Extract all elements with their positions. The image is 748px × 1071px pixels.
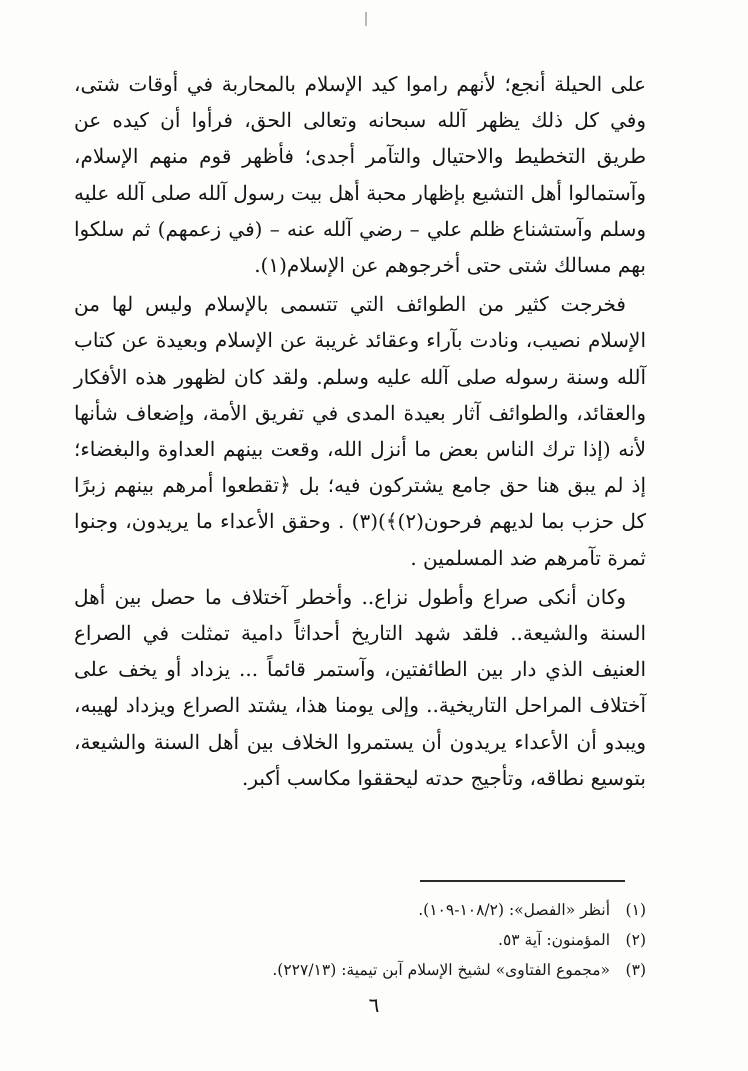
footnote-text: «مجموع الفتاوى» لشيخ الإسلام آبن تيمية: (٢٢٧/١٣). [272, 961, 610, 979]
main-text [74, 66, 646, 796]
paragraph-3: وكان أنكى صراع وأطول نزاع.. وأخطر آختلاف ما حصل بين أهل السنة والشيعة.. فلقد شهد التاريخ أحداثاً دامية تمثلت في الصراع العنيف الذي دار بين الطائفتين، وآستمر قائماً ... يزداد أو يخف على آختلاف المراحل التاريخية.. وإلى يومنا هذا، يشتد الصراع ويزداد لهيبه، ويبدو أن الأعداء يريدون أن يستمروا الخلاف بين أهل السنة والشيعة، بتوسيع نطاقه، وتأجيج حدته ليحققوا مكاسب أكبر. [74, 584, 646, 790]
scan-mark [365, 12, 367, 26]
footnote-separator [420, 880, 625, 882]
footnote-3 [74, 955, 646, 985]
footnote-2 [74, 925, 646, 955]
footnote-text: أنظر «الفصل»: (١٠٨/٢-١٠٩). [418, 901, 610, 919]
footnote-number: (١) [625, 901, 646, 919]
footnote-number: (٢) [625, 931, 646, 949]
footnote-number: (٣) [625, 961, 646, 979]
paragraph-2: فخرجت كثير من الطوائف التي تتسمى بالإسلام وليس لها من الإسلام نصيب، ونادت بآراء وعقائد غريبة عن الإسلام وبعيدة عن كتاب آلله وسنة رسوله صلى آلله عليه وسلم. ولقد كان لظهور هذه الأفكار والعقائد، والطوائف آثار بعيدة المدى في تفريق الأمة، وإضعاف شأنها لأنه (إذا ترك الناس بعض ما أنزل الله، وقعت بينهم العداوة والبغضاء؛ إذ لم يبق هنا حق جامع يشتركون فيه؛ بل ﴿تقطعوا أمرهم بينهم زبرًا كل حزب بما لديهم فرحون(٢)﴾)(٣) . وحقق الأعداء ما يريدون، وجنوا ثمرة تآمرهم ضد المسلمين . [74, 292, 646, 570]
page-number: ٦ [368, 993, 380, 1017]
footnote-text: المؤمنون: آية ٥٣. [498, 931, 610, 949]
footnotes [74, 895, 646, 985]
paragraph-1: على الحيلة أنجع؛ لأنهم راموا كيد الإسلام بالمحاربة في أوقات شتى، وفي كل ذلك يظهر آلله سبحانه وتعالى الحق، فرأوا أن كيده عن طريق التخطيط والاحتيال والتآمر أجدى؛ فأظهر قوم منهم الإسلام، وآستمالوا أهل التشيع بإظهار محبة أهل بيت رسول آلله صلى آلله عليه وسلم وآستشناع ظلم علي – رضي آلله عنه – (في زعمهم) ثم سلكوا بهم مسالك شتى حتى أخرجوهم عن الإسلام(١). [74, 72, 647, 278]
footnote-1 [74, 895, 646, 925]
